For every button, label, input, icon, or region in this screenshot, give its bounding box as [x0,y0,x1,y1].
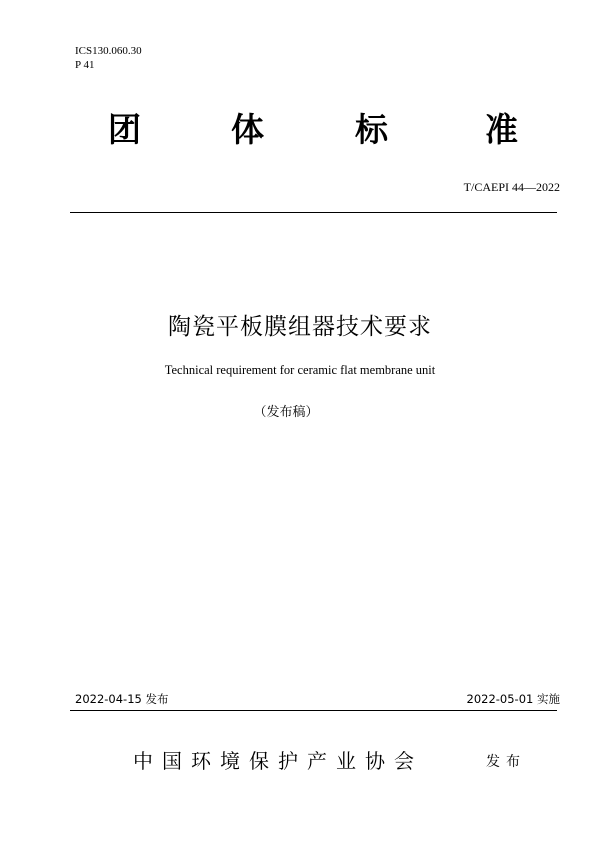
ccs-code: P 41 [75,59,95,71]
document-title-english: Technical requirement for ceramic flat membrane unit [164,363,436,377]
ics-code: ICS130.060.30 [75,45,142,57]
publish-label: 发布 [486,754,526,770]
implementation-date: 2022-05-01 实施 [466,692,560,706]
standard-type-char-2: 体 [231,110,264,149]
standard-type-heading [0,108,600,158]
bottom-divider [70,710,557,711]
issue-date: 2022-04-15 发布 [75,692,169,706]
issuing-organization: 中国环境保护产业协会 [133,749,423,773]
draft-status: （发布稿） [253,405,319,420]
standard-type-char-4: 准 [485,110,518,149]
top-divider [70,212,557,213]
document-title-chinese: 陶瓷平板膜组器技术要求 [168,314,432,340]
standard-type-char-3: 标 [355,110,388,149]
standard-number: T/CAEPI 44—2022 [463,180,560,194]
standard-type-char-1: 团 [108,110,141,149]
